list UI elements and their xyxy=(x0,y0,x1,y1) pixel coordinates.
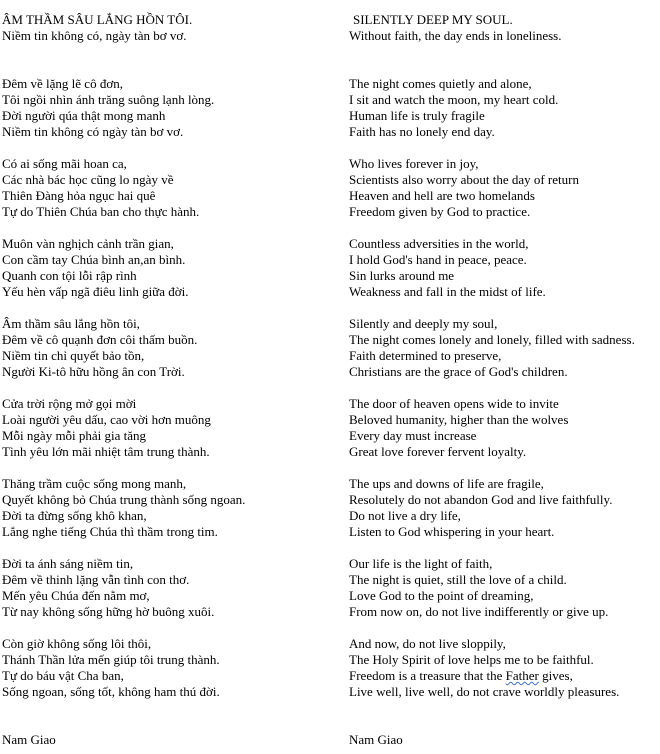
vietnamese-stanza xyxy=(2,476,342,540)
english-stanza-line: Beloved humanity, higher than the wolves xyxy=(349,412,569,427)
english-stanza-line: I hold God's hand in peace, peace. xyxy=(349,252,527,267)
vietnamese-stanza-line: Quyết không bỏ Chúa trung thành sống ngoan. xyxy=(2,492,246,507)
vietnamese-stanza-line: Yếu hèn vấp ngã điêu linh giữa đời. xyxy=(2,284,189,299)
vietnamese-stanza-line: Tự do Thiên Chúa ban cho thực hành. xyxy=(2,204,200,219)
english-stanza-line: The ups and downs of life are fragile, xyxy=(349,476,544,491)
vietnamese-stanza xyxy=(2,636,342,700)
english-stanza-line: Love God to the point of dreaming, xyxy=(349,588,534,603)
spacer xyxy=(2,620,342,636)
english-stanza-line: Weakness and fall in the midst of life. xyxy=(349,284,546,299)
vietnamese-stanza-line: Từ nay không sống hững hờ buông xuôi. xyxy=(2,604,215,619)
spacer xyxy=(349,140,660,156)
vietnamese-stanza-line: Tình yêu lớn mãi nhiệt tâm trung thành. xyxy=(2,444,210,459)
spacer xyxy=(349,44,660,76)
vietnamese-stanza-line: Đời ta ánh sáng niềm tin, xyxy=(2,556,134,571)
spacer xyxy=(2,220,342,236)
english-stanza-line: The night is quiet, still the love of a child. xyxy=(349,572,567,587)
english-stanza-line: And now, do not live sloppily, xyxy=(349,636,506,651)
vietnamese-poem-title: ÂM THẦM SÂU LẮNG HỒN TÔI. xyxy=(2,12,193,27)
spacer xyxy=(349,300,660,316)
english-stanza-line: From now on, do not live indifferently or give up. xyxy=(349,604,609,619)
spacer xyxy=(349,620,660,636)
english-stanza-line: Countless adversities in the world, xyxy=(349,236,529,251)
english-poem-column xyxy=(349,12,660,748)
vietnamese-stanza-line: Mến yêu Chúa đến nằm mơ, xyxy=(2,588,150,603)
vietnamese-stanza-line: Đêm về thinh lặng vẫn tình con thơ. xyxy=(2,572,190,587)
vietnamese-stanza-line: Người Ki-tô hữu hồng ân con Trời. xyxy=(2,364,185,379)
english-stanza-line: The night comes quietly and alone, xyxy=(349,76,532,91)
english-stanza xyxy=(349,76,660,140)
english-poem-author: Nam Giao xyxy=(349,732,403,747)
spellcheck-marked-word: Father xyxy=(505,668,539,683)
vietnamese-stanza xyxy=(2,76,342,140)
english-stanza-line: Do not live a dry life, xyxy=(349,508,461,523)
vietnamese-stanza-line: Tôi ngồi nhìn ánh trăng suông lạnh lòng. xyxy=(2,92,215,107)
spacer xyxy=(2,380,342,396)
vietnamese-stanza-line: Âm thầm sâu lắng hồn tôi, xyxy=(2,316,140,331)
english-stanza-line: The Holy Spirit of love helps me to be faithful. xyxy=(349,652,594,667)
spacer xyxy=(349,540,660,556)
vietnamese-stanza-line: Thiên Đàng hỏa ngục hai quê xyxy=(2,188,156,203)
english-stanza xyxy=(349,236,660,300)
english-stanza xyxy=(349,316,660,380)
vietnamese-stanza-line: Loài người yêu dấu, cao vời hơn muông xyxy=(2,412,211,427)
english-stanza-line: The door of heaven opens wide to invite xyxy=(349,396,559,411)
english-stanza-line: Heaven and hell are two homelands xyxy=(349,188,535,203)
vietnamese-stanza-line: Niềm tin chỉ quyết bảo tồn, xyxy=(2,348,145,363)
english-stanza-line: Scientists also worry about the day of return xyxy=(349,172,579,187)
english-stanza-line: Sin lurks around me xyxy=(349,268,455,283)
english-stanza-line: Human life is truly fragile xyxy=(349,108,485,123)
spacer xyxy=(349,220,660,236)
vietnamese-stanza-line: Thăng trầm cuộc sống mong manh, xyxy=(2,476,187,491)
spacer xyxy=(2,300,342,316)
spacer xyxy=(2,700,342,732)
english-stanza-line: Christians are the grace of God's children. xyxy=(349,364,568,379)
spacer xyxy=(2,140,342,156)
english-stanza-line: Great love forever fervent loyalty. xyxy=(349,444,527,459)
english-stanza-line: Faith determined to preserve, xyxy=(349,348,502,363)
english-stanza xyxy=(349,156,660,220)
vietnamese-stanza xyxy=(2,396,342,460)
english-poem-intro: Without faith, the day ends in loneliness. xyxy=(349,28,562,43)
vietnamese-poem-author: Nam Giao xyxy=(2,732,56,747)
english-poem-title: SILENTLY DEEP MY SOUL. xyxy=(353,12,513,27)
vietnamese-stanza-line: Còn giờ không sống lôi thôi, xyxy=(2,636,152,651)
vietnamese-stanza-line: Đêm về cô quạnh đơn côi thấm buồn. xyxy=(2,332,198,347)
english-stanza-line: Every day must increase xyxy=(349,428,477,443)
english-stanza-line: Freedom is a treasure that the Father gives, xyxy=(349,668,573,683)
vietnamese-stanza-line: Niềm tin không có ngày tàn bơ vơ. xyxy=(2,124,184,139)
spacer xyxy=(2,460,342,476)
spacer xyxy=(349,700,660,732)
vietnamese-stanza-line: Con cầm tay Chúa bình an,an bình. xyxy=(2,252,186,267)
vietnamese-stanza-line: Đời người qúa thật mong manh xyxy=(2,108,166,123)
english-stanza-line: Faith has no lonely end day. xyxy=(349,124,495,139)
english-stanza-line: The night comes lonely and lonely, filled with sadness. xyxy=(349,332,635,347)
vietnamese-stanza-line: Muôn vàn nghịch cảnh trần gian, xyxy=(2,236,174,251)
english-stanza xyxy=(349,396,660,460)
vietnamese-stanza-line: Quanh con tội lỗi rập rình xyxy=(2,268,137,283)
vietnamese-stanza xyxy=(2,556,342,620)
english-stanzas xyxy=(349,76,660,700)
english-stanza xyxy=(349,636,660,700)
vietnamese-stanza-line: Tự do báu vật Cha ban, xyxy=(2,668,124,683)
english-stanza-line: Live well, live well, do not crave worldly pleasures. xyxy=(349,684,620,699)
english-stanza-line: I sit and watch the moon, my heart cold. xyxy=(349,92,559,107)
english-stanza-line: Listen to God whispering in your heart. xyxy=(349,524,555,539)
english-stanza xyxy=(349,556,660,620)
vietnamese-stanza-line: Mỗi ngày mỗi phải gia tăng xyxy=(2,428,147,443)
vietnamese-stanza-line: Lắng nghe tiếng Chúa thì thầm trong tim. xyxy=(2,524,218,539)
spacer xyxy=(349,380,660,396)
vietnamese-stanza-line: Thánh Thần lửa mến giúp tôi trung thành. xyxy=(2,652,220,667)
vietnamese-stanza xyxy=(2,316,342,380)
english-stanza-line: Freedom given by God to practice. xyxy=(349,204,531,219)
vietnamese-stanza xyxy=(2,156,342,220)
vietnamese-stanza-line: Đêm về lặng lẽ cô đơn, xyxy=(2,76,123,91)
vietnamese-stanza-line: Đời ta đừng sống khô khan, xyxy=(2,508,147,523)
vietnamese-poem-intro: Niềm tin không có, ngày tàn bơ vơ. xyxy=(2,28,187,43)
english-stanza xyxy=(349,476,660,540)
vietnamese-stanza-line: Các nhà bác học cũng lo ngày về xyxy=(2,172,174,187)
english-stanza-line: Silently and deeply my soul, xyxy=(349,316,498,331)
vietnamese-stanza-line: Có ai sống mãi hoan ca, xyxy=(2,156,127,171)
vietnamese-stanza xyxy=(2,236,342,300)
vietnamese-stanza-line: Sống ngoan, sống tốt, không ham thú đời. xyxy=(2,684,220,699)
spacer xyxy=(349,460,660,476)
english-stanza-line: Who lives forever in joy, xyxy=(349,156,479,171)
english-stanza-line: Our life is the light of faith, xyxy=(349,556,493,571)
vietnamese-poem-column xyxy=(2,12,342,748)
vietnamese-stanza-line: Cửa trời rộng mở gọi mời xyxy=(2,396,137,411)
spacer xyxy=(2,540,342,556)
spacer xyxy=(2,44,342,76)
english-stanza-line: Resolutely do not abandon God and live faithfully. xyxy=(349,492,613,507)
vietnamese-stanzas xyxy=(2,76,342,700)
